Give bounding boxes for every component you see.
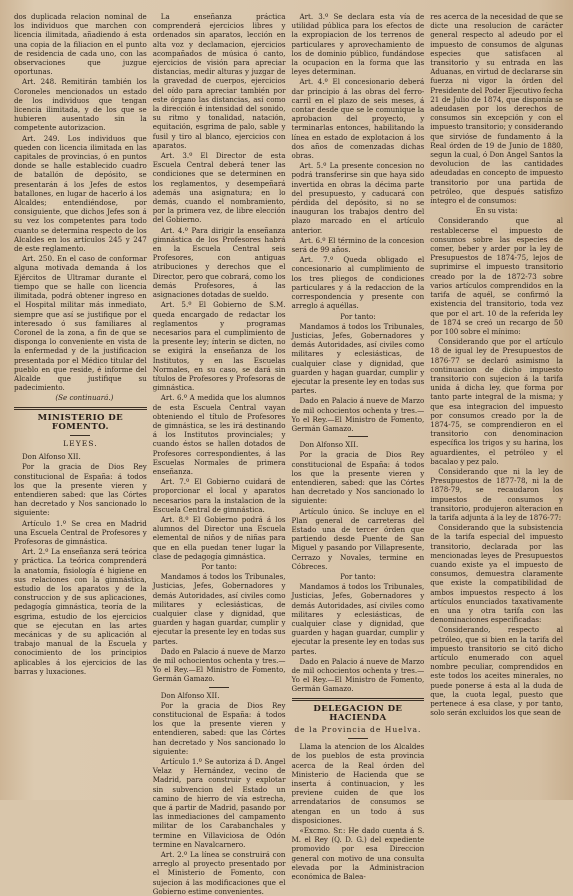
paragraph: Art. 6.º A medida que los alumnos de esta Escuela Central vayan obteniendo el título de Profesores de gimnástica, se les irá destinando á los Institutos provinciales; y cuando éstos se hallen dotados de Profesores correspondientes, á las Escuelas Normales de primera enseñanza. <box>152 393 286 476</box>
paragraph: Art. 2.º La línea se construirá con arreglo al proyecto presentado por el Ministerio de Fomento, con sujecion á las modificaciones que el Gobierno estime convenientes. <box>152 850 286 896</box>
paragraph: Art. 2.º La enseñanza será teórica y práctica. La teórica comprenderá la anatomía, fisiología é higiene en sus relaciones con la gimnástica, estudio de los aparatos y de la construccion y de sus aplicaciones, pedagogía gimnástica, teoría de la esgrima, estudio de los ejercicios que se ejecutan en las artes mecánicas y de su aplicación al trabajo manual de la Escuela y conocimiento de los principios aplicables á los ejercicios de las barras y luxaciones. <box>14 547 147 676</box>
paragraph: Art. 8.º El Gobierno podrá á los alumnos del Director una Escuela elemental de niños y de niñas para que en ella puedan tener lugar la clase de pedagogía gimnástica. <box>152 514 286 561</box>
paragraph: La enseñanza práctica comprenderá ejercicios libres y ordenados sin aparatos, lección en alta voz y declamacion, ejercicios acompañados de música ó canto, ejercicios de visión para apreciar distancias, medir alturas y juzgar de la gravedad de cuerpos, ejercicios del oído para apreciar también por este órgano las distancias, así como la dirección é intensidad del sonido, su ritmo y tonalidad, natación, equitación, esgrima de palo, sable y fusil y tiro al blanco, ejercicios con aparatos. <box>152 12 286 150</box>
paragraph: Art. 250. En el caso de conformar alguna motivada demanda á los Ejércitos de Ultramar durante el tiempo que se halle con licencia ilimitada, podrá obtener ingreso en el Hospital militar más inmediato, siempre que así se justifique por el interesado ó sus familiares al Coronel de la zona, a fin de que se disponga lo conveniente en vista de la enfermedad y de la justificacion presentada por el Médico titular del pueblo en que reside, é informe del Alcalde que justifique su padecimiento. <box>14 254 147 393</box>
section-subtitle: de la Provincia de Huelva. <box>294 725 422 735</box>
column-4 <box>430 12 563 792</box>
paragraph: Por la gracia de Dios Rey constitucional de España: á todos los que la presente vieren y entendieren, sabed: que las Córtes han decretado y Nos sancionado lo siguiente: <box>152 700 286 756</box>
section-subtitle: LEYES. <box>63 438 98 448</box>
paragraph: En su vista: <box>475 206 518 216</box>
paragraph: «Excmo. Sr.: He dado cuenta á S. M. el Rey (Q. D. G.) del expediente promovido por esa Direccion general con motivo de una consulta elevada por la Administracion económica de Balea- <box>291 826 425 882</box>
decree-heading: Don Alfonso XII. <box>22 452 81 462</box>
paragraph: Art. 249. Los individuos que queden con licencia ilimitada en las capitales de provincias, ó en puntos donde se halle establecido cuadro de batallón de depósito, se presentarán á los Jefes de estos batallones, en lugar de hacerlo á los Alcaldes; entendiéndose, por consiguiente, que dichos Jefes son á su vez los competentes para todo cuanto se determina respecto de los Alcaldes en los artículos 245 y 247 de este reglamento. <box>14 133 147 254</box>
paragraph: Art. 3.º El Director de esta Escuela Central deberá tener las condiciones que se determinen en los reglamentos, y desempeñará además una asignatura; en lo demás, cuando el nombramiento, por la primera vez, de libre elección del Gobierno. <box>152 151 286 225</box>
divider <box>209 687 229 688</box>
paragraph: Considerando, respecto al petróleo, que si bien en la tarifa del impuesto transitorio se citó dicho artículo enumerado con aquel nombre peculiar, comprendidos en este todos los aceites minerales, no puede ponerse á esta al la duda de que, la cuota legal, puesto que pertenece á esa clase, y por tanto, solo serán excluidos los que sean de <box>430 625 563 718</box>
signature-paragraph: Dado en Palacio á nueve de Marzo de mil ochocientos ochenta y tres.—Yo el Rey.—El Ministro de Fomento, Germán Gamazo. <box>152 646 286 684</box>
decree-heading: Don Alfonso XII. <box>160 690 220 700</box>
paragraph: res acerca de la necesidad de que se dicte una resolucion de carácter general respecto al adeudo por el impuesto de consumos de algunas especies que satisfacen al transitorio y su entrada en las Aduanas, en virtud de declararse sin fuerza ni vigor la órden del Presidente del Poder Ejecutivo fecha 21 de Julio de 1874, que disponía se adeudasen por los derechos de consumos sin excepción y con el impuesto transitorio; y considerando que sirvióse de fundamento á la Real órden de 19 de Junio de 1880, segun la cual, ó Don Angel Santos la devolucion de las cantidades adeudadas en concepto de impuesto transitorio por una partida de petróleo, que después satisfizo íntegro el de consumos: <box>430 12 563 206</box>
paragraph: Art. 7.º Queda obligado el concesionario al cumplimiento de los tres pliegos de condiciones particulares y á la redaccion de la correspondencia y presente con arreglo á aquéllas. <box>291 255 425 311</box>
section-divider <box>14 407 147 410</box>
continuation-note: (Se continuará.) <box>55 393 114 403</box>
paragraph: Mandamos á todos los Tribunales, Justicias, Jefes, Gobernadores y demás Autoridades, así civiles como militares y eclesiásticas, de cualquier clase y dignidad, que guarden y hagan guardar, cumplir y ejecutar la presente ley en todas sus partes. <box>291 321 425 396</box>
divider <box>348 436 368 437</box>
paragraph: Mandamos á todos los Tribunales, Justicias, Jefes, Gobernadores y demás Autoridades, así civiles como militares y eclesiásticas, de cualquier clase y dignidad, que guarden y hagan guardar, cumplir y ejecutar la presente ley en todas sus partes. <box>152 572 286 646</box>
paragraph: Art. 248. Remitirán también los Coroneles mencionados un estado de los individuos que tengan licencia ilimitada, y de los que se hubieren ausentado sin la competente autorizacion. <box>14 77 147 133</box>
paragraph: Artículo 1.º Se crea en Madrid una Escuela Central de Profesores y Profesoras de gimnástica. <box>14 518 147 546</box>
paragraph: Considerando que al restablecerse el impuesto de consumos sobre las especies de comer, beber y arder por la ley de Presupuestos de 1874-75, lejos de suprimirse el impuesto transitorio creado por la de 1872-73 sobre varios artículos comprendidos en la tarifa de aquél, se confirmó la existencia del transitorio, toda vez que por el art. 10 de la referida ley de 1874 se creó un recargo de 50 por 100 sobre el mínimo: <box>430 216 563 336</box>
paragraph: Art. 7.º El Gobierno cuidará de proporcionar el local y aparatos necesarios para la instalacion de la Escuela Central de gimnástica. <box>152 477 286 514</box>
column-3 <box>291 12 425 882</box>
section-title: MINISTERIO DE FOMENTO. <box>37 412 124 432</box>
signature-paragraph: Dado en Palacio á nueve de Marzo de mil ochocientos ochenta y tres.—Yo el Rey.—El Ministro de Fomento, Germán Gamazo. <box>291 656 425 694</box>
paragraph: Considerando que ni la ley de Presupuestos de 1877-78, ni la de 1878-79, se recaudaron los impuestos de consumos y transitorio, produjeron alteracion en la tarifa adjunta á la ley de 1876-77: <box>430 466 563 522</box>
paragraph: Por tanto: <box>340 571 376 581</box>
paragraph: Art. 5.º El Gobierno de S.M. queda encargado de redactar los reglamentos y programas necesarios para el cumplimiento de la presente ley; ínterin se dicten, no se exigirá la enseñanza de los Institutos, y en las Escuelas Normales, en su caso, se dará sin títulos de Profesores y Profesoras de gimnástica. <box>152 300 286 393</box>
paragraph: Considerando que por el artículo 18 de igual ley de Presupuestos de 1876-77 se declaró asimismo la continuacion de dicho impuesto transitorio con sujecion á la tarifa unida á dicha ley, que forma por tanto parte integral de la misma; y que esa integracion del impuesto por consumos creado por la de 1874-75, se comprendieron en el transitorio con denominacion específica los trigos y su harina, los aguardientes, el petróleo y el bacalao y pez palo. <box>430 337 563 466</box>
divider <box>70 435 90 436</box>
divider <box>348 738 368 739</box>
decree-heading: Don Alfonso XII. <box>299 440 359 450</box>
paragraph: dos duplicada relacion nominal de los individuos que marchen con licencia ilimitada, añadiendo á esta una copia de la filiacion en el punto de residencia de cada uno, con las observaciones que juzgue oportunas. <box>14 12 147 77</box>
section-divider <box>292 698 425 701</box>
paragraph: Art. 5.º La presente concesion no podrá transferirse sin que haya sido invertida en obras la décima parte del presupuesto, y caducará con pérdida del depósito, si no se inauguran los trabajos dentro del plazo marcado en el artículo anterior. <box>291 161 425 235</box>
column-2 <box>152 12 286 896</box>
paragraph: Por tanto: <box>340 311 376 321</box>
paragraph: Por tanto: <box>201 561 237 571</box>
paragraph: Art. 6.º El término de la concesion será de 99 años. <box>291 235 425 255</box>
paragraph: Art. 4.º El concesionario deberá dar principio á las obras del ferro-carril en el plazo de seis meses, á contar desde que se le comunique la aprobacion del proyecto, y terminarlas entonces, habilitando la línea en estado de explotacion á los dos años de comenzadas dichas obras. <box>291 77 425 161</box>
paragraph: Artículo único. Se incluye en el Plan general de carreteras del Estado una de tercer órden que partiendo desde Puente de San Miguel y pasando por Villapresente, Cerrazo y Novales, termine en Cóbreces. <box>291 506 425 571</box>
paragraph: Artículo 1.º Se autoriza á D. Angel Velaz y Hernández, vecino de Madrid, para construir y explotar sin subvencion del Estado un camino de hierro de vía estrecha, que á partir de Madrid, pasando por las inmediaciones del campamento militar de los Carabanchales y termine en Villaviciosa de Odón termine en Navalcarnero. <box>152 757 286 849</box>
paragraph: Mandamos á todos los Tribunales, Justicias, Jefes, Gobernadores y demás Autoridades, así civiles como militares y eclesiásticas, de cualquier clase y dignidad, que guarden y hagan guardar, cumplir y ejecutar la presente ley en todas sus partes. <box>291 582 425 656</box>
paragraph: Considerando que la subsistencia de la tarifa especial del impuesto transitorio, declarada por las mencionadas leyes de Presupuestos cuando existe ya el impuesto de consumos, demuestra claramente que existe la compatibilidad de ambos impuestos respecto á los artículos enunciados taxativamente en una y otra tarifa con las denominaciones especificadas: <box>430 523 563 625</box>
paragraph: Art. 3.º Se declara esta vía de utilidad pública para los efectos de la expropiacion de los terrenos de particulares y aprovechamiento de los de dominio público, fundándose la ocupacion en la forma que las leyes determinan. <box>291 12 425 77</box>
signature-paragraph: Dado en Palacio á nueve de Marzo de mil ochocientos ochenta y tres.—Yo el Rey.—El Ministro de Fomento, Germán Gamazo. <box>291 396 425 433</box>
paragraph: Por la gracia de Dios Rey constitucional de España: á todos los que la presente vieren y entendieren sabed: que las Córtes han decretado y Nos sancionado lo siguiente: <box>14 462 147 518</box>
column-1 <box>14 12 147 792</box>
paragraph: Art. 4.º Para dirigir la enseñanza gimnástica de los Profesores habrá en la Escuela Central seis Profesores, con antiguas atribuciones y derechos que el Director, pero que cobrará, como los demás Profesores, á las asignaciones dotadas de sueldo. <box>152 225 286 300</box>
paragraph: Por la gracia de Dios Rey constitucional de España: á todos los que la presente vieren y entendieren, sabed: que las Córtes han decretado y Nos sancionado lo siguiente: <box>291 450 425 506</box>
paragraph: Llama la atencion de los Alcaldes de los pueblos de esta provincia acerca de la Real órden del Ministerio de Hacienda que se inserta á continuacion, y les previene cuiden de que los arrendatarios de consumos se atengan en un todo á sus disposiciones. <box>291 742 425 825</box>
section-title: DELEGACION DE HACIENDA <box>313 703 403 723</box>
